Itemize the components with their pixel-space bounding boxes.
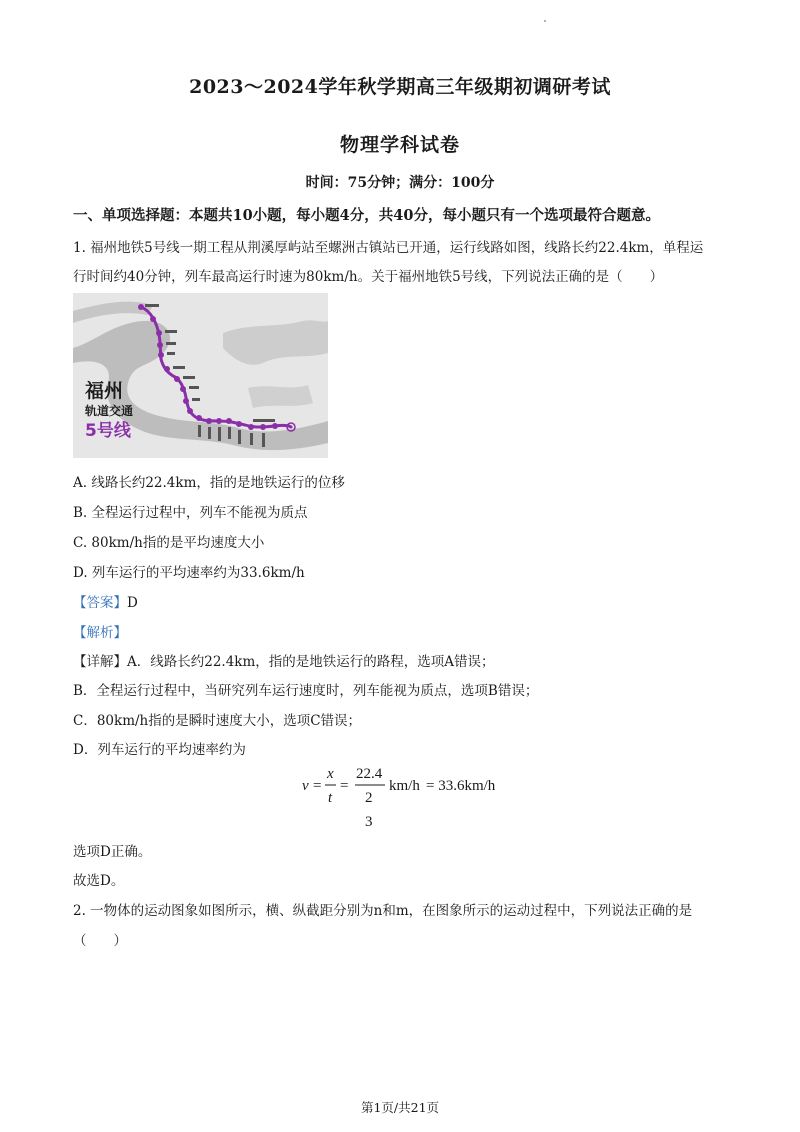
conclusion-1: 选项D正确。 [73, 844, 152, 860]
time-score: 时间：75分钟；满分：100分 [305, 175, 495, 191]
q1-stem-line1: 1. 福州地铁5号线一期工程从荆溪厚屿站至螺洲古镇站已开通，运行线路如图，线路长约22.4km，单程运 [73, 240, 704, 256]
formula-unit: km/h [389, 778, 420, 794]
formula-den: 2 [365, 790, 373, 806]
formula-eq1: = [313, 778, 322, 794]
q1-option-a: A. 线路长约22.4km，指的是地铁运行的位移 [73, 475, 345, 491]
detail-line-a [73, 650, 495, 670]
metro-map-figure [73, 293, 328, 458]
conclusion-2: 故选D。 [73, 873, 125, 889]
formula-eq2: = [340, 778, 349, 794]
detail-label: 【详解】 [73, 654, 127, 670]
formula-t: t [328, 790, 333, 806]
formula-x: x [327, 766, 334, 782]
section-heading: 一、单项选择题：本题共10小题，每小题4分，共40分，每小题只有一个选项最符合题意。 [73, 207, 660, 224]
speed-formula [300, 762, 530, 832]
exam-title: 2023～2024学年秋学期高三年级期初调研考试 [189, 76, 611, 98]
map-subtitle: 轨道交通 [85, 404, 134, 418]
q1-stem-line2: 行时间约40分钟，列车最高运行时速为80km/h。关于福州地铁5号线，下列说法正确的是（ ） [73, 269, 664, 285]
map-title: 福州 [85, 380, 124, 402]
map-line-name: 5号线 [85, 421, 131, 441]
detail-line-b: B．全程运行过程中，当研究列车运行速度时，列车能视为质点，选项B错误； [73, 683, 539, 699]
answer-value: D [127, 595, 138, 611]
formula-num: 22.4 [356, 766, 383, 782]
q1-option-c: C. 80km/h指的是平均速度大小 [73, 535, 265, 551]
detail-line-d: D．列车运行的平均速率约为 [73, 742, 246, 758]
detail-line-c: C．80km/h指的是瞬时速度大小，选项C错误； [73, 713, 362, 729]
formula-den2: 3 [365, 814, 373, 830]
analysis-label: 【解析】 [73, 625, 127, 641]
formula-result: = 33.6km/h [426, 778, 496, 794]
answer-line [73, 591, 138, 611]
q1-option-b: B. 全程运行过程中，列车不能视为质点 [73, 505, 308, 521]
page-number: 第1页/共21页 [360, 1100, 440, 1115]
scan-dot [544, 20, 546, 22]
q2-stem-line1: 2. 一物体的运动图象如图所示，横、纵截距分别为n和m，在图象所示的运动过程中，下列说法正确的是 [73, 903, 693, 919]
answer-label: 【答案】 [73, 595, 127, 611]
q1-option-d: D. 列车运行的平均速率约为33.6km/h [73, 565, 305, 581]
subject-title: 物理学科试卷 [339, 134, 460, 156]
formula-v: v [302, 778, 309, 794]
detail-a-text: A．线路长约22.4km，指的是地铁运行的路程，选项A错误； [127, 654, 495, 670]
q2-stem-line2: （ ） [73, 933, 127, 949]
